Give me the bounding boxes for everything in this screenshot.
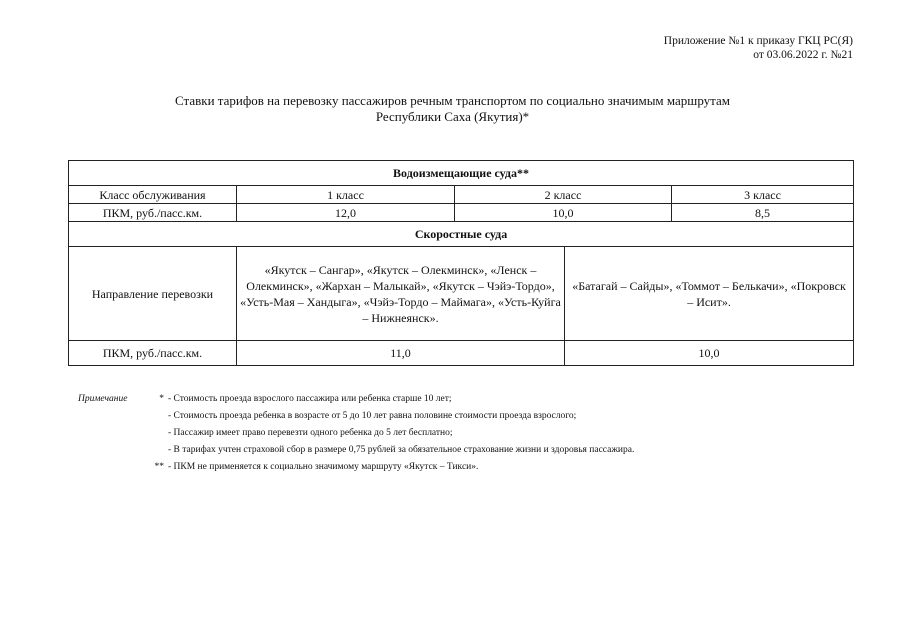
routes-group-a: «Якутск – Сангар», «Якутск – Олекминск», «Ленск – Олекминск», «Жархан – Малыкай», «Якутск – Чэйэ-Тордо», «Усть-Мая – Хандыга», «Чэйэ-Тордо – Маймага», «Усть-Куйга – Нижнеянск». (237, 247, 565, 341)
class-3-value: 8,5 (672, 204, 854, 222)
fast-heading: Скоростные суда (69, 222, 854, 247)
class-1-header: 1 класс (237, 186, 455, 204)
routes-b-value: 10,0 (565, 341, 854, 366)
direction-row (69, 247, 854, 341)
class-3-header: 3 класс (672, 186, 854, 204)
notes-section (78, 391, 634, 476)
routes-group-b: «Батагай – Сайды», «Томмот – Белькачи», «Покровск – Исит». (565, 247, 854, 341)
appendix-line-1: Приложение №1 к приказу ГКЦ РС(Я) (663, 35, 853, 47)
title-line-1: Ставки тарифов на перевозку пассажиров речным транспортом по социально значимым маршрутам (175, 93, 730, 108)
appendix-line-2: от 03.06.2022 г. №21 (753, 49, 853, 61)
star-mark: * (159, 394, 164, 404)
note-row (78, 459, 634, 476)
direction-label: Направление перевозки (69, 247, 237, 341)
displacement-pkm-label: ПКМ, руб./пасс.км. (69, 204, 237, 222)
service-class-label: Класс обслуживания (69, 186, 237, 204)
notes-label: Примечание (78, 394, 128, 404)
class-2-header: 2 класс (455, 186, 672, 204)
routes-a-value: 11,0 (237, 341, 565, 366)
appendix-reference (664, 34, 853, 62)
displacement-pkm-row (69, 204, 854, 222)
displacement-heading: Водоизмещающие суда** (69, 161, 854, 186)
tariff-table (68, 160, 854, 366)
fast-pkm-row (69, 341, 854, 366)
class-1-value: 12,0 (237, 204, 455, 222)
double-star-mark: ** (154, 462, 164, 472)
title-line-2: Республики Саха (Якутия)* (375, 109, 530, 124)
displacement-heading-row (69, 161, 854, 186)
note-item: - Пассажир имеет право перевезти одного ребенка до 5 лет бесплатно; (168, 428, 453, 438)
fast-heading-row (69, 222, 854, 247)
note-row (78, 442, 634, 459)
class-2-value: 10,0 (455, 204, 672, 222)
fast-pkm-label: ПКМ, руб./пасс.км. (69, 341, 237, 366)
document-title (0, 93, 905, 125)
service-class-row (69, 186, 854, 204)
note-row (78, 391, 634, 408)
note-item: - Стоимость проезда взрослого пассажира или ребенка старше 10 лет; (168, 394, 452, 404)
note-item: - Стоимость проезда ребенка в возрасте от 5 до 10 лет равна половине стоимости проезда взрослого; (168, 411, 577, 421)
note-row (78, 408, 634, 425)
note-item: - В тарифах учтен страховой сбор в размере 0,75 рублей за обязательное страхование жизни и здоровья пассажира. (168, 445, 635, 455)
double-star-note: - ПКМ не применяется к социально значимому маршруту «Якутск – Тикси». (168, 462, 479, 472)
note-row (78, 425, 634, 442)
